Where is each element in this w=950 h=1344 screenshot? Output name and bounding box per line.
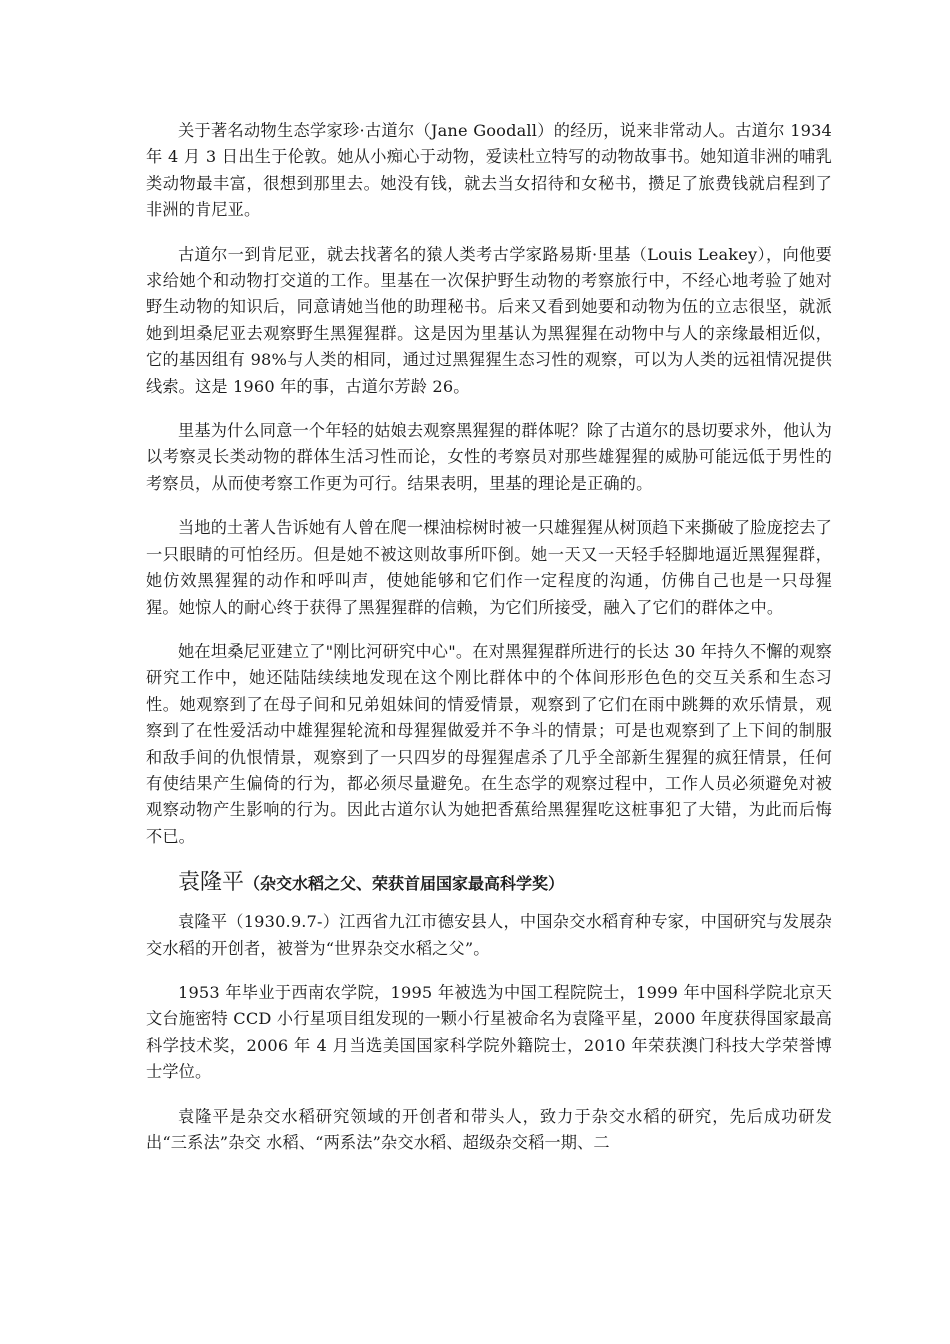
paragraph-yuan-2: 1953 年毕业于西南农学院，1995 年被选为中国工程院院士，1999 年中国科学院北京天文台施密特 CCD 小行星项目组发现的一颗小行星被命名为袁隆平星，2000 年度获得国家最高科学技术奖，2006 年 4 月当选美国国家科学院外籍院士，2010 年荣获澳门科技大学荣誉博士学位。 xyxy=(146,982,832,1082)
document-page xyxy=(146,118,832,1174)
paragraph-goodall-4: 当地的土著人告诉她有人曾在爬一棵油棕树时被一只雄猩猩从树顶趋下来撕破了脸庞挖去了一只眼睛的可怕经历。但是她不被这则故事所吓倒。她一天又一天轻手轻脚地逼近黑猩猩群，她仿效黑猩猩的动作和呼叫声，使她能够和它们作一定程度的沟通，仿佛自己也是一只母猩猩。她惊人的耐心终于获得了黑猩猩群的信赖，为它们所接受，融入了它们的群体之中。 xyxy=(146,518,832,617)
paragraph-goodall-2: 古道尔一到肯尼亚，就去找著名的猿人类考古学家路易斯·里基（Louis Leakey），向他要求给她个和动物打交道的工作。里基在一次保护野生动物的考察旅行中，不经心地考验了她对野生动物的知识后，同意请她当他的助理秘书。后来又看到她要和动物为伍的立志很坚，就派她到坦桑尼亚去观察野生黑猩猩群。这是因为里基认为黑猩猩在动物中与人的亲缘最相近似，它的基因组有 98%与人类的相同，通过过黑猩猩生态习性的观察，可以为人类的远祖情况提供线索。这是 1960 年的事，古道尔芳龄 26。 xyxy=(146,244,832,396)
paragraph-goodall-1: 关于著名动物生态学家珍·古道尔（Jane Goodall）的经历，说来非常动人。古道尔 1934 年 4 月 3 日出生于伦敦。她从小痴心于动物，爱读杜立特写的动物故事书。她知道非洲的哺乳类动物最丰富，很想到那里去。她没有钱，就去当女招待和女秘书，攒足了旅费钱就启程到了非洲的肯尼亚。 xyxy=(146,121,832,220)
heading-name: 袁隆平 xyxy=(178,870,245,896)
section-heading-yuan xyxy=(146,868,832,899)
paragraph-yuan-1: 袁隆平（1930.9.7-）江西省九江市德安县人，中国杂交水稻育种专家，中国研究与发展杂交水稻的开创者，被誉为“世界杂交水稻之父”。 xyxy=(146,912,832,958)
paragraph-yuan-3: 袁隆平是杂交水稻研究领域的开创者和带头人，致力于杂交水稻的研究，先后成功研发出“三系法”杂交 水稻、“两系法”杂交水稻、超级杂交稻一期、二 xyxy=(146,1106,832,1152)
paragraph-goodall-5: 她在坦桑尼亚建立了"刚比河研究中心"。在对黑猩猩群所进行的长达 30 年持久不懈的观察研究工作中，她还陆陆续续地发现在这个刚比群体中的个体间形形色色的交互关系和生态习性。她观察到了在母子间和兄弟姐妹间的情爱情景，观察到了它们在雨中跳舞的欢乐情景，观察到了在性爱活动中雄猩猩轮流和母猩猩做爱并不争斗的情景；可是也观察到了上下间的制服和敌手间的仇恨情景，观察到了一只四岁的母猩猩虐杀了几乎全部新生猩猩的疯狂情景，任何有使结果产生偏倚的行为，都必须尽量避免。在生态学的观察过程中，工作人员必须避免对被观察动物产生影响的行为。因此古道尔认为她把香蕉给黑猩猩吃这桩事犯了大错，为此而后悔不已。 xyxy=(146,641,832,846)
paragraph-goodall-3: 里基为什么同意一个年轻的姑娘去观察黑猩猩的群体呢？除了古道尔的恳切要求外，他认为以考察灵长类动物的群体生活习性而论，女性的考察员对那些雄猩猩的威胁可能远低于男性的考察员，从而使考察工作更为可行。结果表明，里基的理论是正确的。 xyxy=(146,421,832,493)
heading-subtitle: （杂交水稻之父、荣获首届国家最高科学奖） xyxy=(244,874,565,894)
